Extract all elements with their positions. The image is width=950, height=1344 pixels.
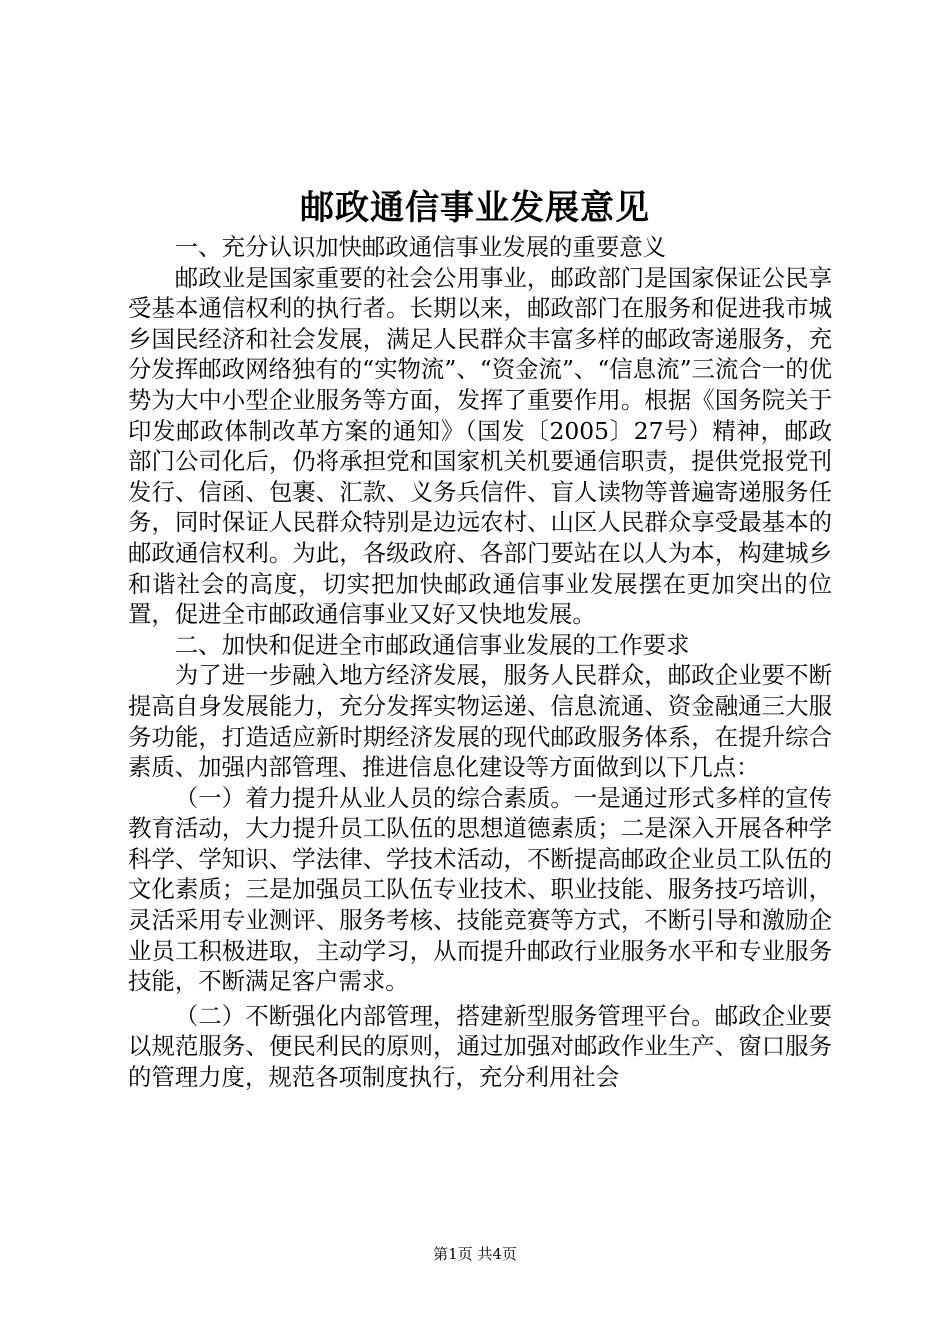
section-heading-2: 二、加快和促进全市邮政通信事业发展的工作要求: [174, 630, 690, 659]
document-body: [128, 232, 832, 1093]
paragraph: （一）着力提升从业人员的综合素质。一是通过形式多样的宣传教育活动，大力提升员工队伍的思想道德素质；二是深入开展各种学科学、学知识、学法律、学技术活动，不断提高邮政企业员工队伍的文化素质；三是加强员工队伍专业技术、职业技能、服务技巧培训，灵活采用专业测评、服务考核、技能竞赛等方式，不断引导和激励企业员工积极进取，主动学习，从而提升邮政行业服务水平和专业服务技能，不断满足客户需求。: [128, 783, 832, 996]
document-title: 邮政通信事业发展意见: [300, 188, 650, 228]
page-footer: 第1页 共4页: [433, 1245, 517, 1263]
paragraph: （二）不断强化内部管理，搭建新型服务管理平台。邮政企业要以规范服务、便民利民的原则，通过加强对邮政作业生产、窗口服务的管理力度，规范各项制度执行，充分利用社会: [128, 1001, 832, 1092]
paragraph: 为了进一步融入地方经济发展，服务人民群众，邮政企业要不断提高自身发展能力，充分发挥实物运递、信息流通、资金融通三大服务功能，打造适应新时期经济发展的现代邮政服务体系，在提升综合素质、加强内部管理、推进信息化建设等方面做到以下几点：: [128, 661, 832, 782]
paragraph: 邮政业是国家重要的社会公用事业，邮政部门是国家保证公民享受基本通信权利的执行者。长期以来，邮政部门在服务和促进我市城乡国民经济和社会发展，满足人民群众丰富多样的邮政寄递服务，充分发挥邮政网络独有的“实物流”、“资金流”、“信息流”三流合一的优势为大中小型企业服务等方面，发挥了重要作用。根据《国务院关于印发邮政体制改革方案的通知》（国发〔2005〕27号）精神，邮政部门公司化后，仍将承担党和国家机关机要通信职责，提供党报党刊发行、信函、包裹、汇款、义务兵信件、盲人读物等普遍寄递服务任务，同时保证人民群众特别是边远农村、山区人民群众享受最基本的邮政通信权利。为此，各级政府、各部门要站在以人为本，构建城乡和谐社会的高度，切实把加快邮政通信事业发展摆在更加突出的位置，促进全市邮政通信事业又好又快地发展。: [128, 263, 832, 629]
section-heading-1: 一、充分认识加快邮政通信事业发展的重要意义: [174, 233, 666, 261]
